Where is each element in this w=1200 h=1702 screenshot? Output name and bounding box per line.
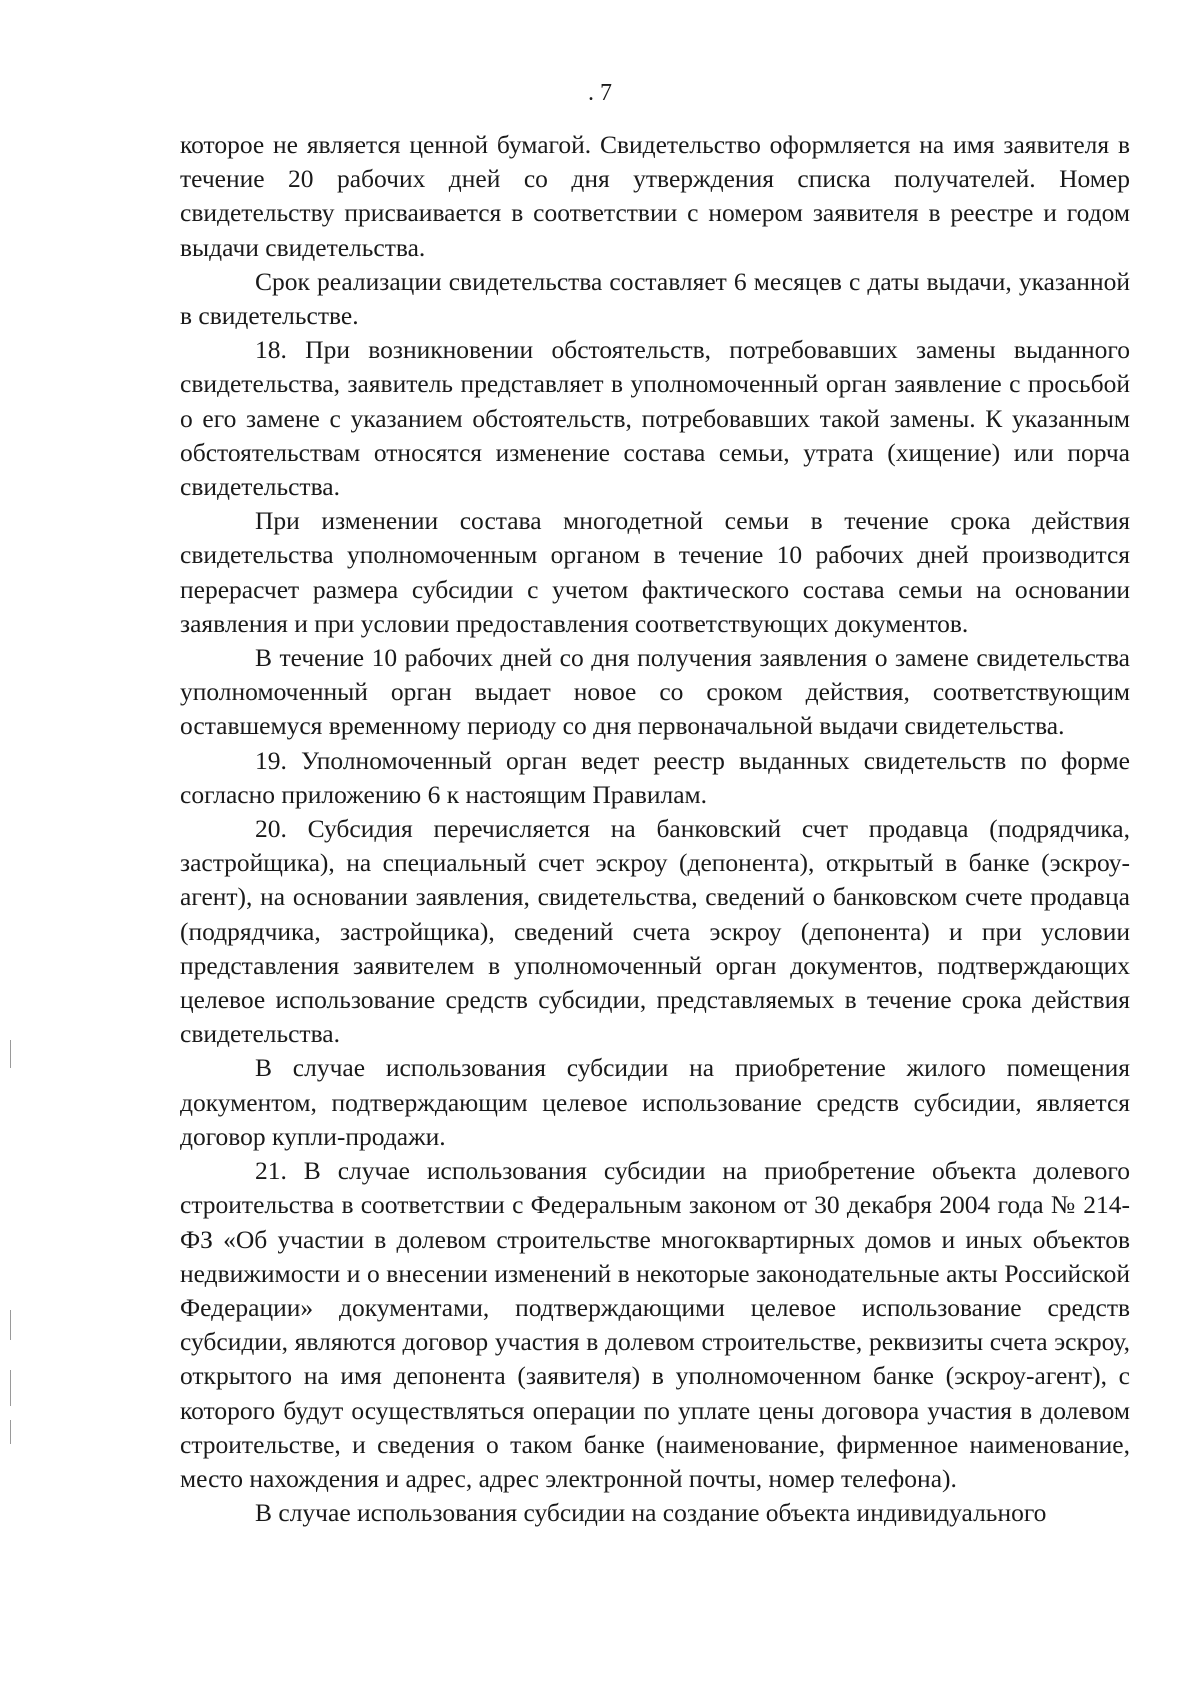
paragraph-item-20: 20. Субсидия перечисляется на банковский счет продавца (подрядчика, застройщика), на специальный счет эскроу (депонента), открытый в банке (эскроу-агент), на основании заявления, свидетельства, сведений о банковском счете продавца (подрядчика, застройщика), сведений счета эскроу (депонента) и при условии представления заявителем в уполномоченный орган документов, подтверждающих целевое использование средств субсидии, представляемых в течение срока действия свидетельства.	[180, 814, 1130, 1049]
paragraph-item-18: 18. При возникновении обстоятельств, потребовавших замены выданного свидетельства, заявитель представляет в уполномоченный орган заявление с просьбой о его замене с указанием обстоятельств, потребовавших такой замены. К указанным обстоятельствам относятся изменение состава семьи, утрата (хищение) или порча свидетельства.	[180, 335, 1130, 502]
scan-mark	[10, 1370, 11, 1406]
paragraph-item-21: 21. В случае использования субсидии на приобретение объекта долевого строительства в соответствии с Федеральным законом от 30 декабря 2004 года № 214-ФЗ «Об участии в долевом строительстве многоквартирных домов и иных объектов недвижимости и о внесении изменений в некоторые законодательные акты Российской Федерации» документами, подтверждающими целевое использование средств субсидии, являются договор участия в долевом строительстве, реквизиты счета эскроу, открытого на имя депонента (заявителя) в уполномоченном банке (эскроу-агент), с которого будут осуществляться операции по уплате цены договора участия в долевом строительстве, и сведения о таком банке (наименование, фирменное наименование, место нахождения и адрес, адрес электронной почты, номер телефона).	[180, 1156, 1130, 1493]
paragraph-individual-construction: В случае использования субсидии на создание объекта индивидуального	[255, 1498, 1047, 1528]
body-text	[180, 128, 1130, 1530]
paragraph-replacement-term: В течение 10 рабочих дней со дня получения заявления о замене свидетельства уполномоченный орган выдает новое со сроком действия, соответствующим оставшемуся временному периоду со дня первоначальной выдачи свидетельства.	[180, 643, 1130, 741]
paragraph-item-19: 19. Уполномоченный орган ведет реестр выданных свидетельств по форме согласно приложению 6 к настоящим Правилам.	[180, 745, 1130, 809]
paragraph-validity-period: Срок реализации свидетельства составляет 6 месяцев с даты выдачи, указанной в свидетельстве.	[180, 266, 1130, 331]
page-number: . 7	[588, 80, 612, 106]
paragraph-continuation: которое не является ценной бумагой. Свидетельство оформляется на имя заявителя в течение 20 рабочих дней со дня утверждения списка получателей. Номер свидетельству присваивается в соответствии с номером заявителя в реестре и годом выдачи свидетельства.	[180, 130, 1130, 262]
scan-mark	[10, 1420, 11, 1444]
scan-mark	[10, 1310, 11, 1340]
paragraph-purchase-contract: В случае использования субсидии на приобретение жилого помещения документом, подтверждающим целевое использование средств субсидии, является договор купли-продажи.	[180, 1053, 1130, 1151]
paragraph-family-change: При изменении состава многодетной семьи в течение срока действия свидетельства уполномоченным органом в течение 10 рабочих дней производится перерасчет размера субсидии с учетом фактического состава семьи на основании заявления и при условии предоставления соответствующих документов.	[180, 506, 1130, 638]
scan-mark	[10, 1040, 11, 1068]
